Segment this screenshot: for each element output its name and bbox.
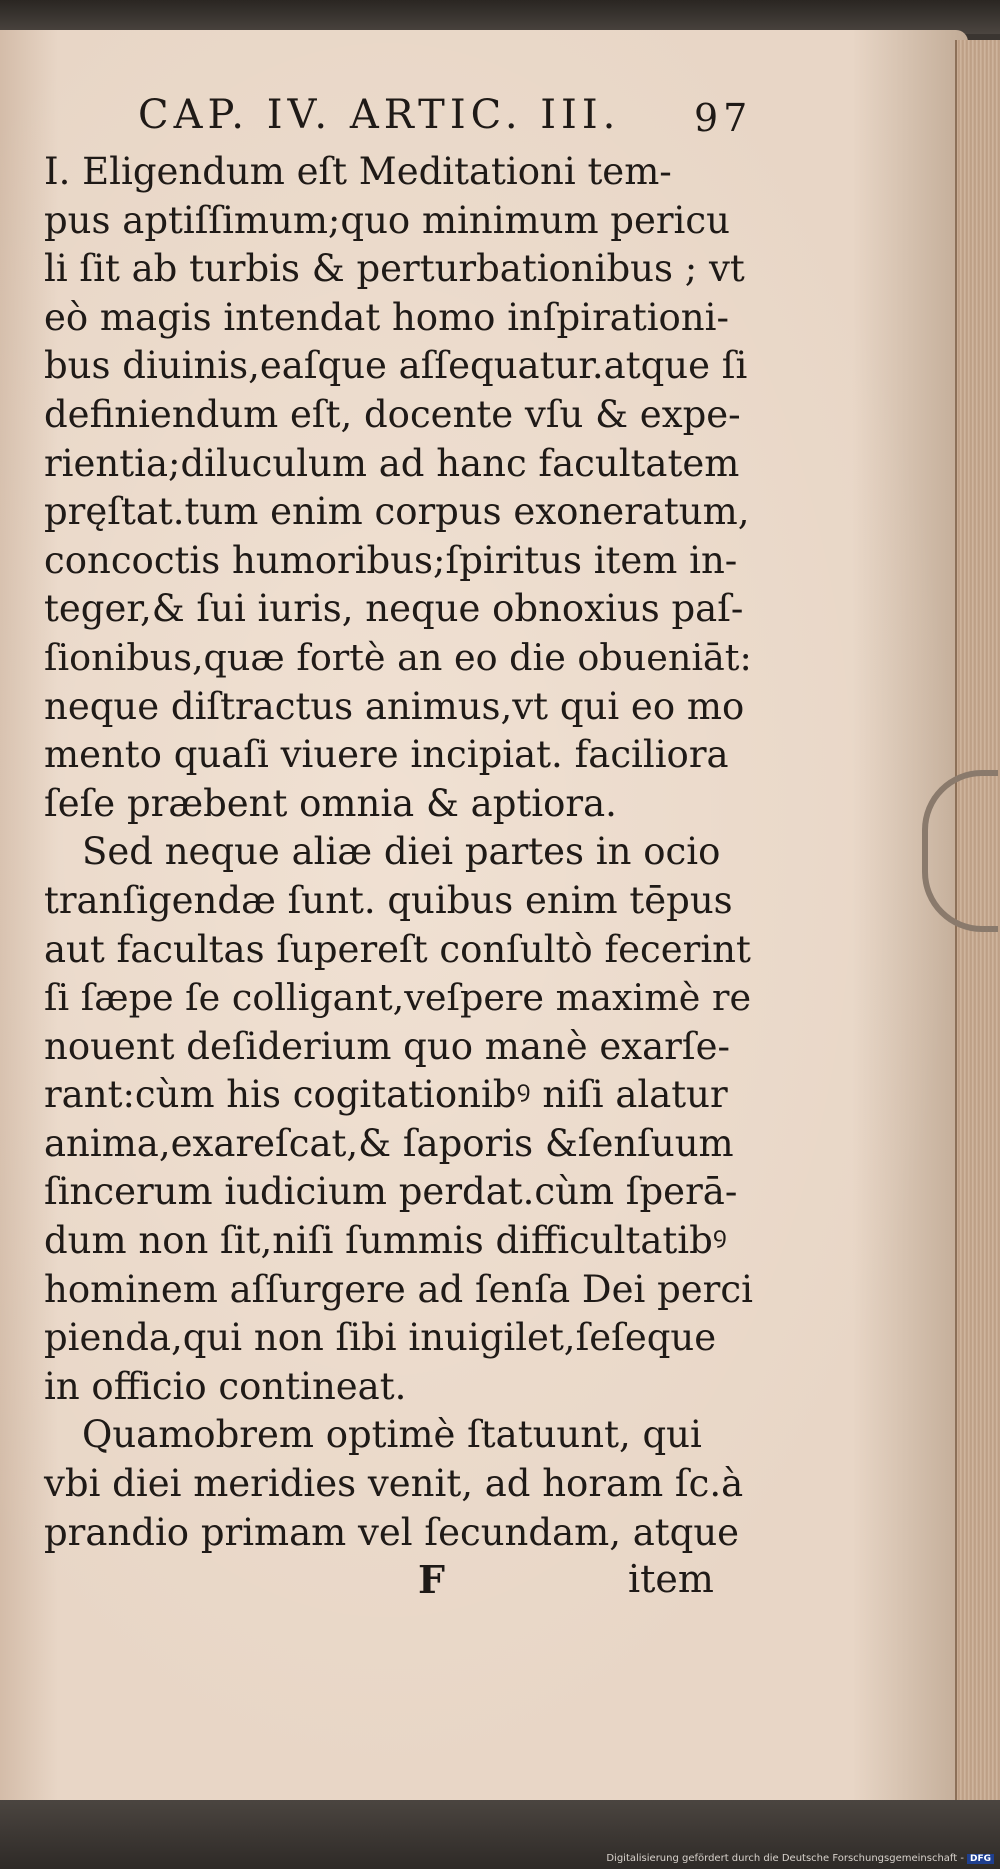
text-line: ſionibus,quæ fortè an eo die obueniāt:: [44, 635, 752, 679]
text-line: pręſtat.tum enim corpus exoneratum,: [44, 490, 750, 534]
running-head: CAP. IV. ARTIC. III.: [138, 92, 621, 138]
text-line: li ſit ab turbis & perturbationibus ; vt: [44, 247, 745, 291]
text-line: ſincerum iudicium perdat.cùm ſperā-: [44, 1170, 738, 1214]
text-line: in officio contineat.: [44, 1364, 407, 1408]
text-line: vbi diei meridies venit, ad horam ſc.à: [44, 1462, 744, 1506]
book-top-edge: [0, 0, 1000, 34]
text-line: teger,& ſui iuris, neque obnoxius paſ-: [44, 587, 744, 631]
text-line: definiendum eſt, docente vſu & expe-: [44, 392, 741, 436]
digitization-credit: [606, 1853, 994, 1864]
text-line: bus diuinis,eaſque aſſequatur.atque ſi: [44, 344, 748, 388]
text-line: concoctis humoribus;ſpiritus item in-: [44, 538, 738, 582]
text-line: Quamobrem optimè ſtatuunt, qui: [82, 1413, 702, 1457]
text-line: neque diſtractus animus,vt qui eo mo: [44, 684, 745, 728]
text-line: I. Eligendum eſt Meditationi tem-: [44, 150, 672, 193]
text-line: ſi ſæpe ſe colligant,veſpere maximè re: [44, 976, 752, 1020]
text-line: hominem aſſurgere ad ſenſa Dei perci: [44, 1267, 753, 1311]
catchword: item: [628, 1557, 714, 1602]
page-clip-tab: [922, 770, 998, 932]
text-line: rant:cùm his cogitationibꝰ niſi alatur: [44, 1073, 728, 1117]
text-line: rientia;diluculum ad hanc facultatem: [44, 441, 740, 485]
text-line: pus aptiſſimum;quo minimum pericu: [44, 198, 730, 242]
dfg-logo: DFG: [967, 1854, 994, 1864]
text-line: Sed neque aliæ diei partes in ocio: [82, 830, 721, 874]
page-header: [44, 92, 760, 148]
text-line: pienda,qui non ſibi inuigilet,ſeſeque: [44, 1316, 717, 1360]
signature-mark: F: [418, 1557, 445, 1603]
page-number: 97: [694, 96, 753, 140]
text-line: anima,exareſcat,& ſaporis &ſenſuum: [44, 1121, 734, 1165]
text-line: eò magis intendat homo inſpirationi-: [44, 295, 729, 339]
page-text-block: [44, 92, 760, 1605]
text-line: mento quaſi viuere incipiat. faciliora: [44, 733, 729, 777]
text-line: nouent deſiderium quo manè exarſe-: [44, 1024, 730, 1068]
text-line: dum non ſit,niſi ſummis difficultatibꝰ: [44, 1219, 727, 1263]
text-line: aut facultas ſupereſt conſultò fecerint: [44, 927, 751, 971]
text-line: tranſigendæ ſunt. quibus enim tēpus: [44, 878, 733, 922]
credit-text: Digitalisierung gefördert durch die Deutsche Forschungsgemeinschaft -: [606, 1853, 964, 1864]
page-footer: [44, 1557, 760, 1605]
text-line: prandio primam vel ſecundam, atque: [44, 1510, 740, 1554]
body-text: [44, 148, 760, 1557]
text-line: ſeſe præbent omnia & aptiora.: [44, 781, 617, 825]
